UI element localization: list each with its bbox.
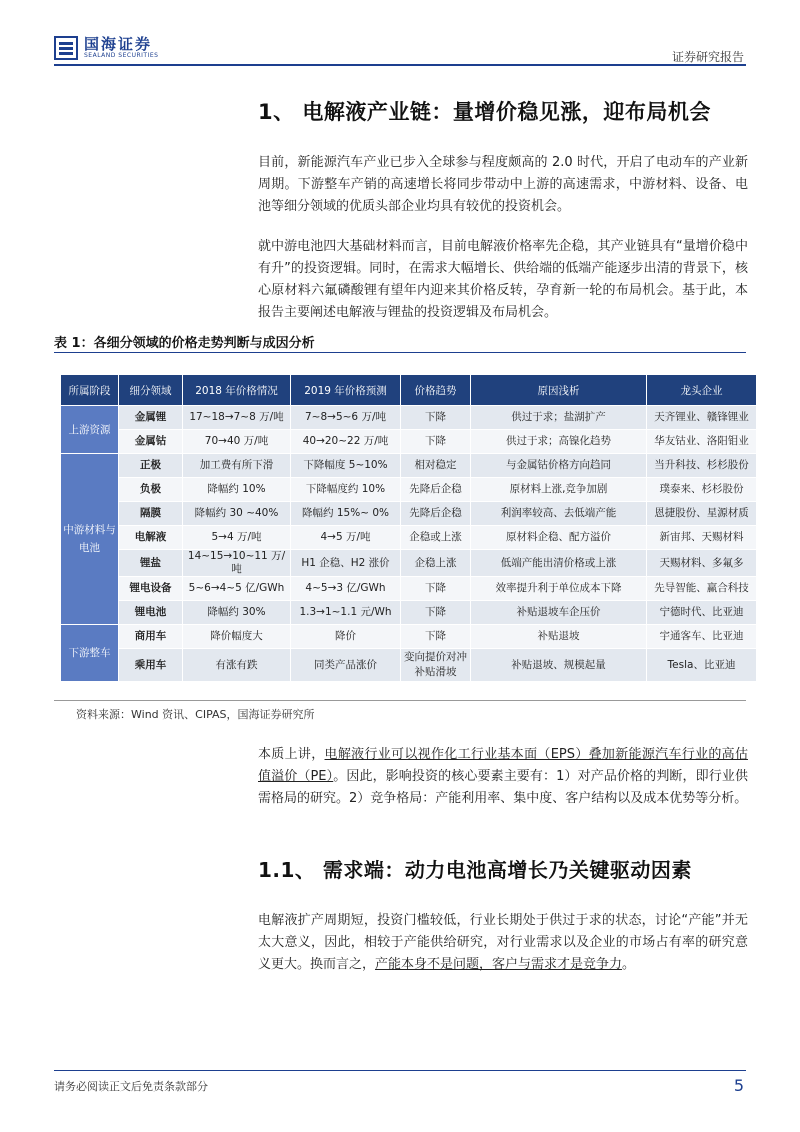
col-header: 2019 年价格预测	[291, 375, 401, 406]
cell-reason: 补贴退坡车企压价	[471, 601, 647, 625]
table-row	[61, 430, 757, 454]
cell-reason: 效率提升利于单位成本下降	[471, 577, 647, 601]
segment-cell: 锂电设备	[119, 577, 183, 601]
footer-divider	[54, 1070, 746, 1071]
cell-trend: 下降	[401, 601, 471, 625]
section-1-1-title: 1.1、 需求端：动力电池高增长乃关键驱动因素	[258, 858, 692, 882]
document-type: 证券研究报告	[671, 50, 744, 64]
cell-2019: H1 企稳、H2 涨价	[291, 550, 401, 577]
table-row	[61, 406, 757, 430]
col-header: 所属阶段	[61, 375, 119, 406]
section-1-paragraph-1: 目前，新能源汽车产业已步入全球参与程度颇高的 2.0 时代，开启了电动车的产业新周期。下游整车产销的高速增长将同步带动中上游的高速需求，中游材料、设备、电池等细分领域的优质头部企业均具有较优的投资机会。	[258, 155, 748, 214]
cell-reason: 利润率较高、去低端产能	[471, 502, 647, 526]
table-caption: 表 1：各细分领域的价格走势判断与成因分析	[54, 336, 315, 351]
cell-reason: 补贴退坡、规模起量	[471, 649, 647, 682]
table-row	[61, 550, 757, 577]
cell-2018: 70→40 万/吨	[183, 430, 291, 454]
stage-cell-upstream: 上游资源	[61, 406, 119, 454]
cell-2018: 5~6→4~5 亿/GWh	[183, 577, 291, 601]
segment-cell: 电解液	[119, 526, 183, 550]
table-row	[61, 601, 757, 625]
section-1-paragraph-2: 就中游电池四大基础材料而言，目前电解液价格率先企稳，其产业链具有“量增价稳中有升”的投资逻辑。同时，在需求大幅增长、供给端的低端产能逐步出清的背景下，核心原材料六氟磷酸锂有望年内迎来其价格反转，孕育新一轮的布局机会。基于此，本报告主要阐述电解液与锂盐的投资逻辑及布局机会。	[258, 239, 748, 320]
cell-trend: 企稳或上涨	[401, 526, 471, 550]
segment-cell: 锂盐	[119, 550, 183, 577]
segment-cell: 隔膜	[119, 502, 183, 526]
paragraph-end: 。	[622, 957, 636, 972]
col-header: 细分领域	[119, 375, 183, 406]
col-header: 原因浅析	[471, 375, 647, 406]
cell-leaders: 天齐锂业、赣锋锂业	[647, 406, 757, 430]
cell-2018: 5→4 万/吨	[183, 526, 291, 550]
cell-2018: 14~15→10~11 万/吨	[183, 550, 291, 577]
cell-leaders: 天赐材料、多氟多	[647, 550, 757, 577]
cell-2019: 同类产品涨价	[291, 649, 401, 682]
cell-trend: 变向提价对冲补贴滑坡	[401, 649, 471, 682]
cell-2018: 有涨有跌	[183, 649, 291, 682]
page-header	[0, 0, 800, 66]
cell-2018: 降价幅度大	[183, 625, 291, 649]
cell-leaders: 宇通客车、比亚迪	[647, 625, 757, 649]
cell-leaders: 宁德时代、比亚迪	[647, 601, 757, 625]
cell-2018: 降幅约 30%	[183, 601, 291, 625]
cell-2019: 4→5 万/吨	[291, 526, 401, 550]
stage-cell-midstream: 中游材料与电池	[61, 454, 119, 625]
cell-reason: 供过于求；高镍化趋势	[471, 430, 647, 454]
brand-name-en: SEALAND SECURITIES	[84, 52, 159, 59]
paragraph-text: 电解液扩产周期短，投资门槛较低，行业长期处于供过于求的状态，讨论“产能”并无太大意义，因此，相较于产能供给研究，对行业需求以及企业的市场占有率的研究意义更大。换而言之，	[258, 913, 748, 972]
underlined-thesis: 电解液行业可以视作化工行业基本面（EPS）叠加新能源汽车行业的高估值溢价（PE）	[258, 747, 748, 784]
page-number: 5	[733, 1076, 744, 1095]
cell-2018: 降幅约 10%	[183, 478, 291, 502]
cell-reason: 与金属钴价格方向趋同	[471, 454, 647, 478]
cell-reason: 补贴退坡	[471, 625, 647, 649]
table-source: 资料来源：Wind 资讯、CIPAS，国海证券研究所	[76, 708, 315, 721]
table-row	[61, 478, 757, 502]
caption-divider	[54, 352, 746, 353]
cell-2019: 下降幅度 5~10%	[291, 454, 401, 478]
price-trend-table	[60, 374, 756, 686]
cell-2019: 降幅约 15%~ 0%	[291, 502, 401, 526]
cell-trend: 下降	[401, 577, 471, 601]
paragraph-lead: 本质上讲，	[258, 747, 325, 762]
cell-reason: 原材料上涨,竞争加剧	[471, 478, 647, 502]
segment-cell: 商用车	[119, 625, 183, 649]
paragraph-eps-pe	[258, 744, 748, 810]
segment-cell: 金属锂	[119, 406, 183, 430]
cell-leaders: 恩捷股份、星源材质	[647, 502, 757, 526]
cell-leaders: 先导智能、赢合科技	[647, 577, 757, 601]
table-row	[61, 502, 757, 526]
stage-cell-downstream: 下游整车	[61, 625, 119, 682]
cell-trend: 相对稳定	[401, 454, 471, 478]
segment-cell: 负极	[119, 478, 183, 502]
cell-leaders: Tesla、比亚迪	[647, 649, 757, 682]
segment-cell: 锂电池	[119, 601, 183, 625]
section-1-title: 1、 电解液产业链：量增价稳见涨，迎布局机会	[258, 100, 711, 124]
brand-name-cn: 国海证券	[84, 35, 153, 53]
table-row	[61, 526, 757, 550]
cell-reason: 低端产能出清价格或上涨	[471, 550, 647, 577]
cell-trend: 下降	[401, 406, 471, 430]
table-row	[61, 454, 757, 478]
brand-logo	[54, 36, 158, 60]
col-header: 龙头企业	[647, 375, 757, 406]
cell-2018: 降幅约 30 ~40%	[183, 502, 291, 526]
table-row	[61, 649, 757, 682]
segment-cell: 乘用车	[119, 649, 183, 682]
cell-2019: 40→20~22 万/吨	[291, 430, 401, 454]
cell-leaders: 新宙邦、天赐材料	[647, 526, 757, 550]
cell-reason: 原材料企稳、配方溢价	[471, 526, 647, 550]
col-header: 2018 年价格情况	[183, 375, 291, 406]
cell-2019: 4~5→3 亿/GWh	[291, 577, 401, 601]
table-header-row	[61, 375, 757, 406]
cell-leaders: 华友钴业、洛阳钼业	[647, 430, 757, 454]
disclaimer-note: 请务必阅读正文后免责条款部分	[54, 1080, 208, 1093]
cell-2019: 1.3→1~1.1 元/Wh	[291, 601, 401, 625]
segment-cell: 金属钴	[119, 430, 183, 454]
cell-2018: 17~18→7~8 万/吨	[183, 406, 291, 430]
cell-trend: 企稳上涨	[401, 550, 471, 577]
cell-trend: 下降	[401, 625, 471, 649]
cell-2019: 下降幅度约 10%	[291, 478, 401, 502]
cell-leaders: 当升科技、杉杉股份	[647, 454, 757, 478]
cell-2019: 降价	[291, 625, 401, 649]
cell-trend: 下降	[401, 430, 471, 454]
table-row	[61, 577, 757, 601]
section-1-1-paragraph	[258, 910, 748, 976]
cell-trend: 先降后企稳	[401, 478, 471, 502]
segment-cell: 正极	[119, 454, 183, 478]
cell-2019: 7~8→5~6 万/吨	[291, 406, 401, 430]
paragraph-rest: 。因此，影响投资的核心要素主要有：1）对产品价格的判断，即行业供需格局的研究。2）竞争格局：产能利用率、集中度、客户结构以及成本优势等分析。	[258, 769, 748, 806]
source-divider	[54, 700, 746, 701]
header-divider	[54, 64, 746, 66]
cell-trend: 先降后企稳	[401, 502, 471, 526]
cell-reason: 供过于求；盐湖扩产	[471, 406, 647, 430]
table-row	[61, 625, 757, 649]
underlined-conclusion: 产能本身不是问题，客户与需求才是竞争力	[375, 957, 623, 972]
col-header: 价格趋势	[401, 375, 471, 406]
sealand-logo-icon	[54, 36, 78, 60]
cell-leaders: 璞泰来、杉杉股份	[647, 478, 757, 502]
cell-2018: 加工费有所下滑	[183, 454, 291, 478]
